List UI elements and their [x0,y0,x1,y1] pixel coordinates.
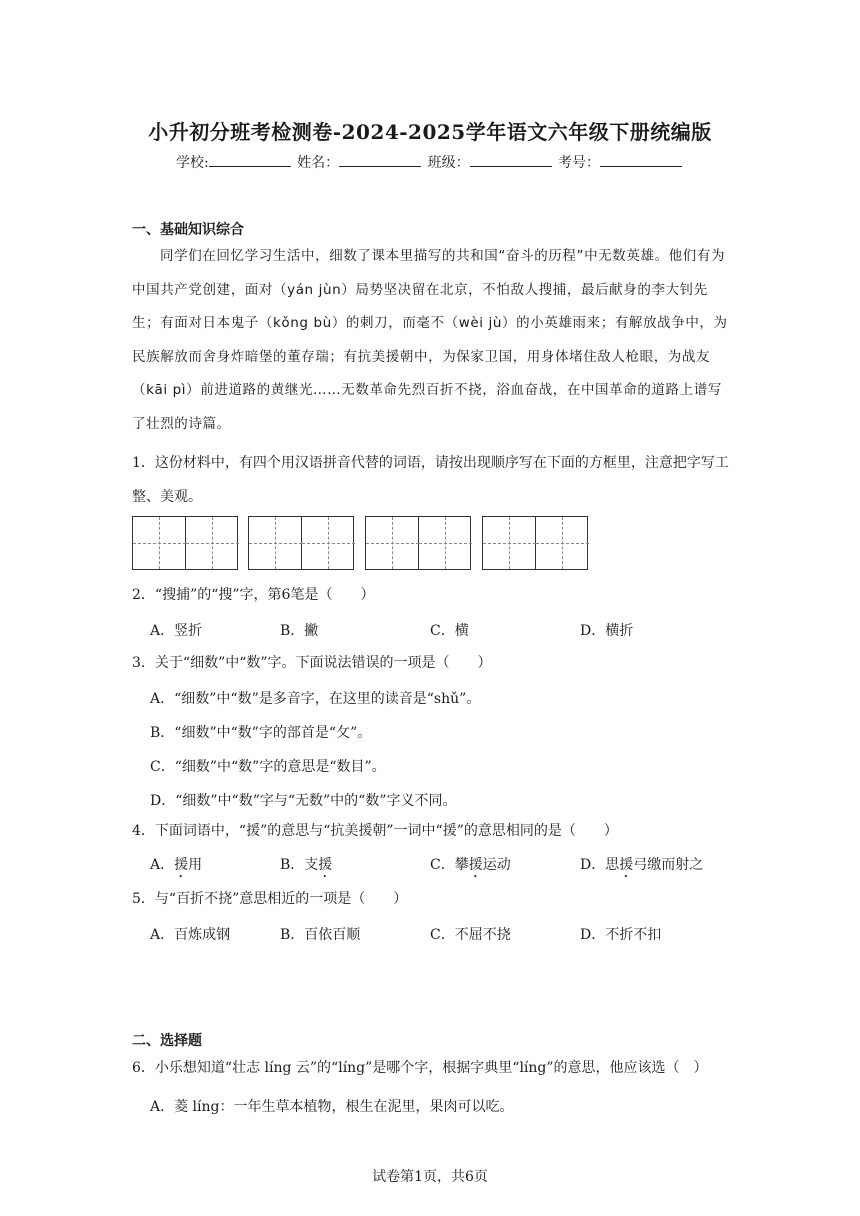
q5-option-b[interactable]: B．百依百顺 [280,927,361,943]
page-title: 小升初分班考检测卷-2024-2025学年语文六年级下册统编版 [148,120,712,144]
q5-option-d[interactable]: D．不折不扣 [580,927,662,943]
q2-option-b[interactable]: B．撇 [280,623,319,639]
q3-option-b[interactable]: B．“细数”中“数”字的部首是“攵”。 [150,725,372,741]
char-cell[interactable] [249,517,302,569]
q3-option-c[interactable]: C．“细数”中“数”字的意思是“数目”。 [150,759,386,775]
school-label: 学校: [175,155,209,171]
q3-option-d[interactable]: D．“细数”中“数”字与“无数”中的“数”字义不同。 [150,793,457,809]
page-footer: 试卷第1页，共6页 [372,1169,488,1185]
word-box-3[interactable] [365,516,471,570]
q4-option-b[interactable]: B．支援 [280,857,333,873]
question-5: 5．与“百折不挠”意思相近的一项是（ ） [132,891,408,907]
question-2: 2．“搜捕”的“搜”字，第6笔是（ ） [132,587,375,603]
char-cell[interactable] [186,517,239,569]
name-label: 姓名： [297,155,340,171]
q5-option-a[interactable]: A．百炼成钢 [150,927,231,943]
char-cell[interactable] [133,517,186,569]
question-4: 4．下面词语中，“援”的意思与“抗美援朝”一词中“援”的意思相同的是（ ） [132,823,618,839]
char-cell[interactable] [419,517,472,569]
q5-option-c[interactable]: C．不屈不挠 [430,927,511,943]
char-cell[interactable] [302,517,355,569]
student-info-line [0,152,860,172]
reading-passage: 同学们在回忆学习生活中，细数了课本里描写的共和国“奋斗的历程”中无数英雄。他们有为中国共产党创建，面对（yán jùn）局势坚决留在北京，不怕敌人搜捕，最后献身的李大钊先生；有面对日本鬼子（kǒng bù）的刺刀，而毫不（wèi jù）的小英雄雨来；有解放战争中，为民族解放而舍身炸暗堡的董存瑞；有抗美援朝中，为保家卫国，用身体堵住敌人枪眼，为战友（kāi pì）前进道路的黄继光……无数革命先烈百折不挠，浴血奋战，在中国革命的道路上谱写了壮烈的诗篇。 [132,248,728,432]
q3-option-a[interactable]: A．“细数”中“数”是多音字，在这里的读音是“shǔ”。 [150,691,481,707]
section-heading-2: 二、选择题 [132,1033,202,1049]
q6-option-a[interactable]: A．菱 líng：一年生草本植物，根生在泥里，果肉可以吃。 [150,1099,514,1115]
q4-option-d[interactable]: D．思援弓缴而射之 [580,857,704,873]
q4-option-c[interactable]: C．攀援运动 [430,857,511,873]
name-blank[interactable] [339,152,421,167]
class-label: 班级： [427,155,470,171]
char-cell[interactable] [366,517,419,569]
number-label: 考号： [558,155,601,171]
question-1: 1．这份材料中，有四个用汉语拼音代替的词语，请按出现顺序写在下面的方框里，注意把字写工整、美观。 [132,455,729,505]
q2-option-d[interactable]: D．横折 [580,623,634,639]
char-cell[interactable] [536,517,589,569]
question-6: 6．小乐想知道“壮志 líng 云”的“líng”是哪个字，根据字典里“líng”的意思，他应该选（ ） [132,1060,708,1076]
word-box-2[interactable] [248,516,354,570]
q2-option-a[interactable]: A．竖折 [150,623,203,639]
section-heading-1: 一、基础知识综合 [132,222,244,238]
word-box-4[interactable] [482,516,588,570]
question-3: 3．关于“细数”中“数”字。下面说法错误的一项是（ ） [132,655,492,671]
school-blank[interactable] [209,152,291,167]
word-box-1[interactable] [132,516,238,570]
q2-option-c[interactable]: C．横 [430,623,469,639]
number-blank[interactable] [600,152,682,167]
char-cell[interactable] [483,517,536,569]
class-blank[interactable] [470,152,552,167]
q4-option-a[interactable]: A．援用 [150,857,203,873]
